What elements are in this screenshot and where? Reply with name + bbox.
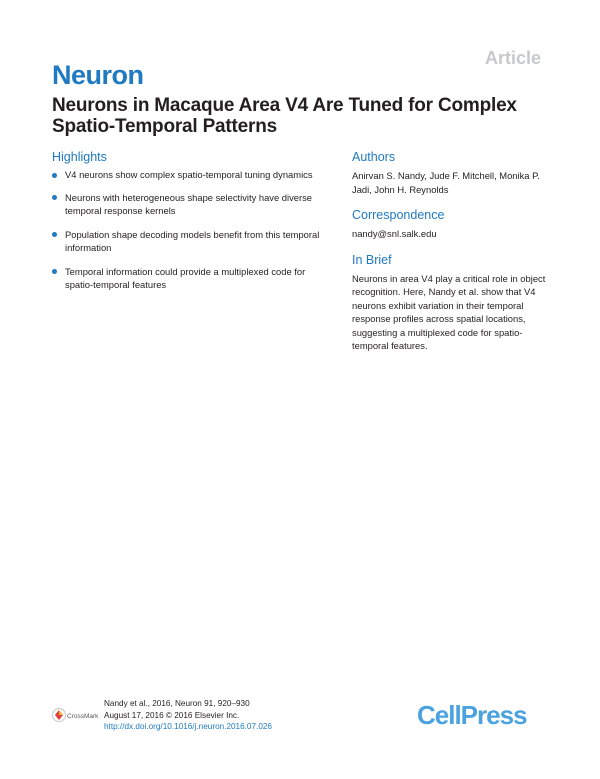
correspondence-email[interactable]: nandy@snl.salk.edu — [352, 228, 437, 239]
article-type-label: Article — [484, 48, 541, 68]
highlight-text: Neurons with heterogeneous shape selectivity have diverse temporal response kernels — [65, 191, 313, 216]
in-brief-heading: In Brief — [352, 252, 392, 267]
in-brief-text: Neurons in area V4 play a critical role in object recognition. Here, Nandy et al. show that V4 neurons exhibit variation in their temporal response profiles across spatial locations, suggesting a multiplexed code for spatio-temporal features. — [352, 272, 546, 351]
bullet-icon — [52, 173, 57, 178]
authors-list: Anirvan S. Nandy, Jude F. Mitchell, Monika P. Jadi, John H. Reynolds — [352, 170, 540, 195]
bullet-icon — [52, 195, 57, 200]
highlight-text: Temporal information could provide a multiplexed code for spatio-temporal features — [65, 265, 306, 290]
citation-line: Nandy et al., 2016, Neuron 91, 920–930 — [104, 699, 250, 708]
sidebar-info — [352, 150, 552, 353]
journal-name: Neuron — [52, 60, 144, 90]
highlight-item — [52, 228, 332, 255]
highlight-item — [52, 168, 332, 182]
crossmark-icon[interactable] — [52, 707, 98, 723]
crossmark-label: CrossMark — [67, 713, 98, 720]
doi-link[interactable]: http://dx.doi.org/10.1016/j.neuron.2016.07.026 — [104, 722, 272, 731]
cellpress-logo: CellPress — [417, 700, 527, 730]
footer — [52, 698, 552, 734]
highlights-heading: Highlights — [52, 150, 107, 164]
paper-title: Neurons in Macaque Area V4 Are Tuned for Complex Spatio-Temporal Patterns — [52, 95, 517, 137]
highlights-section — [52, 150, 332, 302]
correspondence-heading: Correspondence — [352, 208, 445, 222]
bullet-icon — [52, 269, 57, 274]
citation-block — [104, 698, 272, 733]
highlight-text: Population shape decoding models benefit from this temporal information — [65, 228, 320, 253]
highlight-item — [52, 191, 332, 218]
citation-date: August 17, 2016 © 2016 Elsevier Inc. — [104, 710, 240, 720]
authors-heading: Authors — [352, 150, 396, 164]
highlight-text: V4 neurons show complex spatio-temporal tuning dynamics — [65, 169, 313, 180]
highlight-item — [52, 265, 332, 292]
bullet-icon — [52, 232, 57, 237]
highlights-list — [52, 168, 332, 292]
